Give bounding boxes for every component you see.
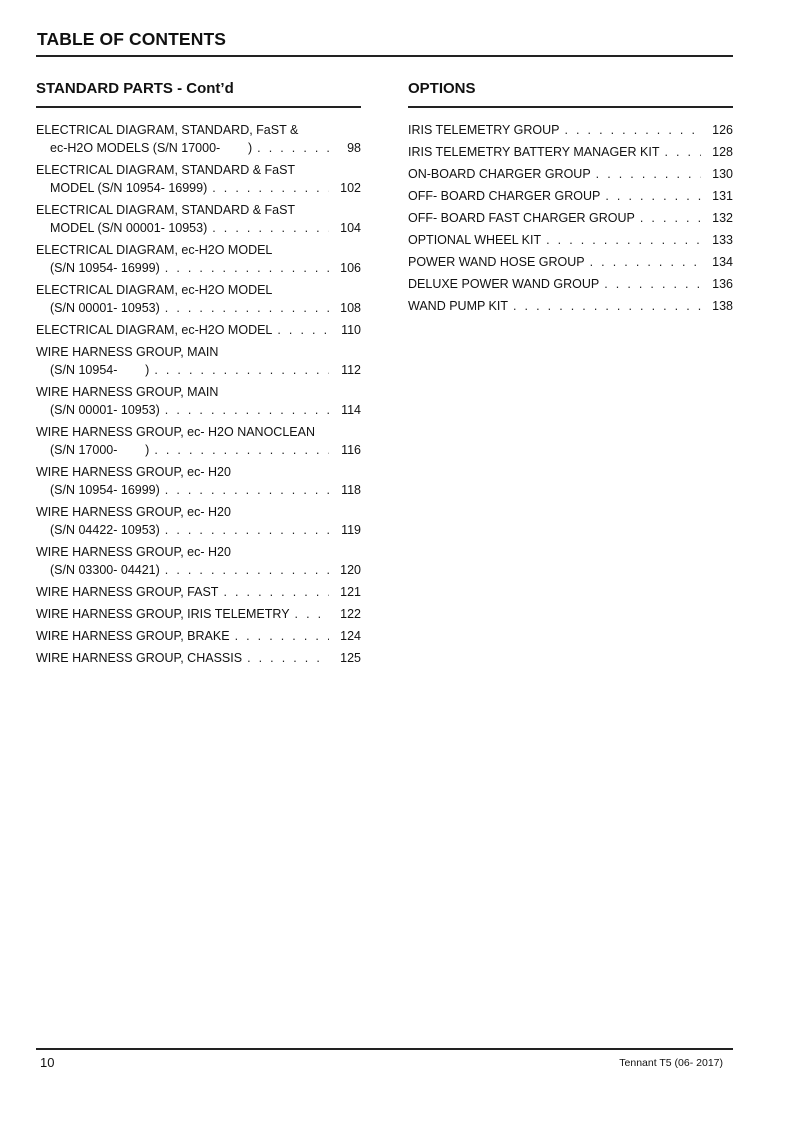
toc-entry-title: WAND PUMP KIT [408,298,509,313]
toc-page-number: 114 [341,402,361,417]
toc-entry-last-line [36,605,361,623]
toc-entry[interactable] [36,121,361,157]
toc-page-number: 130 [712,166,733,181]
dot-leader [590,253,701,271]
toc-entry-line [36,281,361,299]
toc-entry[interactable] [408,231,733,249]
toc-page-number: 132 [712,210,733,225]
dot-leader [546,231,701,249]
toc-entry[interactable] [36,649,361,667]
toc-entry-title: WIRE HARNESS GROUP, MAIN [36,384,219,399]
toc-entry-last-line [36,361,361,379]
toc-page-number: 134 [712,254,733,269]
toc-entry-title: WIRE HARNESS GROUP, MAIN [36,344,219,359]
toc-entry-title: ELECTRICAL DIAGRAM, ec-H2O MODEL [36,322,273,337]
toc-entry-line [36,423,361,441]
section-divider [408,106,733,108]
toc-entry[interactable] [36,605,361,623]
toc-entry[interactable] [408,297,733,315]
toc-entry-title: (S/N 03300- 04421) [50,562,160,577]
toc-entry-line [36,343,361,361]
footer-page-number: 10 [40,1055,55,1070]
toc-entry-title: POWER WAND HOSE GROUP [408,254,585,269]
dot-leader [247,649,329,667]
toc-entry-title: (S/N 00001- 10953) [50,300,160,315]
toc-entry-last-line [36,561,361,579]
dot-leader [165,401,329,419]
toc-entry-title: ELECTRICAL DIAGRAM, ec-H2O MODEL [36,242,273,257]
toc-entry[interactable] [36,463,361,499]
toc-entry[interactable] [36,161,361,197]
dot-leader [235,627,329,645]
toc-entry-title: ON-BOARD CHARGER GROUP [408,166,591,181]
dot-leader [165,481,329,499]
toc-entry-title: WIRE HARNESS GROUP, ec- H2O NANOCLEAN [36,424,315,439]
toc-entry-title: (S/N 00001- 10953) [50,402,160,417]
toc-entry-title: WIRE HARNESS GROUP, ec- H20 [36,504,231,519]
toc-entry-title: IRIS TELEMETRY BATTERY MANAGER KIT [408,144,660,159]
toc-page-number: 104 [340,220,361,235]
footer-document-info: Tennant T5 (06- 2017) [619,1057,723,1069]
toc-page-number: 98 [347,140,361,155]
toc-entry-last-line [36,139,361,157]
toc-entry-title: MODEL (S/N 00001- 10953) [50,220,208,235]
toc-entry-last-line [36,481,361,499]
section-heading-standard-parts: STANDARD PARTS - Cont’d [36,80,234,97]
toc-entry[interactable] [408,121,733,139]
dot-leader [604,275,701,293]
toc-entry-last-line [408,143,733,161]
toc-page-number: 136 [712,276,733,291]
dot-leader [223,583,329,601]
toc-entry-last-line [36,401,361,419]
toc-entry-last-line [36,321,361,339]
toc-page-number: 110 [341,322,361,337]
toc-entry[interactable] [408,253,733,271]
toc-entry[interactable] [408,209,733,227]
toc-entry-title: ELECTRICAL DIAGRAM, ec-H2O MODEL [36,282,273,297]
toc-entry-last-line [36,179,361,197]
toc-page-number: 112 [341,362,361,377]
toc-entry[interactable] [36,627,361,645]
dot-leader [154,361,329,379]
toc-page-number: 120 [340,562,361,577]
toc-entry[interactable] [36,543,361,579]
page-title: TABLE OF CONTENTS [37,29,227,49]
toc-entry-title: (S/N 10954- 16999) [50,482,160,497]
dot-leader [295,605,329,623]
dot-leader [212,219,329,237]
toc-page-number: 138 [712,298,733,313]
dot-leader [165,259,329,277]
toc-entry-title: MODEL (S/N 10954- 16999) [50,180,208,195]
toc-page-number: 119 [341,522,361,537]
toc-entry-line [36,161,361,179]
toc-entry-title: DELUXE POWER WAND GROUP [408,276,600,291]
toc-entry-line [36,383,361,401]
toc-entry[interactable] [36,383,361,419]
toc-page-number: 121 [340,584,361,599]
toc-entry-title: IRIS TELEMETRY GROUP [408,122,560,137]
toc-entry-title: (S/N 10954- 16999) [50,260,160,275]
toc-entry-line [36,241,361,259]
dot-leader [257,139,329,157]
footer-divider [36,1048,733,1050]
toc-page-number: 131 [712,188,733,203]
toc-entry-list [36,121,361,667]
toc-entry-title: ELECTRICAL DIAGRAM, STANDARD & FaST [36,162,296,177]
toc-entry-last-line [408,209,733,227]
toc-entry[interactable] [36,583,361,601]
toc-page-number: 124 [340,628,361,643]
toc-page-number: 116 [341,442,361,457]
toc-page-number: 122 [340,606,361,621]
toc-entry-last-line [408,231,733,249]
toc-entry-last-line [36,441,361,459]
toc-entry-title: ec-H2O MODELS (S/N 17000- ) [50,140,253,155]
toc-entry-last-line [408,297,733,315]
toc-entry-line [36,463,361,481]
toc-entry-title: WIRE HARNESS GROUP, IRIS TELEMETRY [36,606,290,621]
toc-page-number: 125 [340,650,361,665]
toc-entry-last-line [36,259,361,277]
toc-entry-line [36,201,361,219]
toc-entry-title: ELECTRICAL DIAGRAM, STANDARD, FaST & [36,122,299,137]
toc-entry[interactable] [36,201,361,237]
section-divider [36,106,361,108]
toc-entry-line [36,543,361,561]
toc-entry-title: WIRE HARNESS GROUP, ec- H20 [36,464,231,479]
section-heading-options: OPTIONS [408,80,476,97]
dot-leader [154,441,329,459]
toc-entry[interactable] [36,241,361,277]
toc-page-number: 118 [341,482,361,497]
standard-parts-column [36,79,361,671]
toc-entry[interactable] [36,281,361,317]
toc-entry-title: OFF- BOARD CHARGER GROUP [408,188,601,203]
toc-page-number: 106 [340,260,361,275]
toc-entry[interactable] [36,503,361,539]
toc-entry-title: ELECTRICAL DIAGRAM, STANDARD & FaST [36,202,296,217]
dot-leader [165,561,329,579]
dot-leader [596,165,701,183]
toc-entry-title: (S/N 04422- 10953) [50,522,160,537]
toc-entry-line [36,503,361,521]
dot-leader [277,321,329,339]
toc-entry-title: WIRE HARNESS GROUP, CHASSIS [36,650,243,665]
dot-leader [165,521,329,539]
toc-entry-title: OPTIONAL WHEEL KIT [408,232,542,247]
dot-leader [564,121,701,139]
toc-entry[interactable] [408,187,733,205]
toc-entry-title: (S/N 10954- ) [50,362,150,377]
toc-entry-list [408,121,733,315]
toc-entry-title: WIRE HARNESS GROUP, FAST [36,584,219,599]
toc-entry[interactable] [408,275,733,293]
dot-leader [212,179,329,197]
toc-entry-title: WIRE HARNESS GROUP, BRAKE [36,628,230,643]
toc-entry[interactable] [408,143,733,161]
dot-leader [165,299,329,317]
toc-entry[interactable] [36,343,361,379]
toc-entry-title: (S/N 17000- ) [50,442,150,457]
toc-page-number: 126 [712,122,733,137]
toc-page-number: 102 [340,180,361,195]
title-divider [36,55,733,57]
dot-leader [664,143,701,161]
toc-entry-title: OFF- BOARD FAST CHARGER GROUP [408,210,635,225]
toc-entry-last-line [408,187,733,205]
toc-entry[interactable] [36,423,361,459]
toc-entry-last-line [36,219,361,237]
toc-entry-last-line [36,649,361,667]
toc-entry-last-line [36,583,361,601]
toc-page-number: 128 [712,144,733,159]
toc-entry[interactable] [408,165,733,183]
toc-entry-last-line [408,275,733,293]
toc-entry-last-line [36,521,361,539]
toc-entry-last-line [36,299,361,317]
options-column [408,79,733,319]
toc-entry-last-line [36,627,361,645]
toc-entry-title: WIRE HARNESS GROUP, ec- H20 [36,544,231,559]
toc-entry-last-line [408,165,733,183]
dot-leader [640,209,701,227]
toc-page-number: 133 [712,232,733,247]
toc-entry[interactable] [36,321,361,339]
dot-leader [605,187,701,205]
dot-leader [513,297,701,315]
toc-entry-line [36,121,361,139]
toc-page-number: 108 [340,300,361,315]
toc-entry-last-line [408,121,733,139]
toc-entry-last-line [408,253,733,271]
